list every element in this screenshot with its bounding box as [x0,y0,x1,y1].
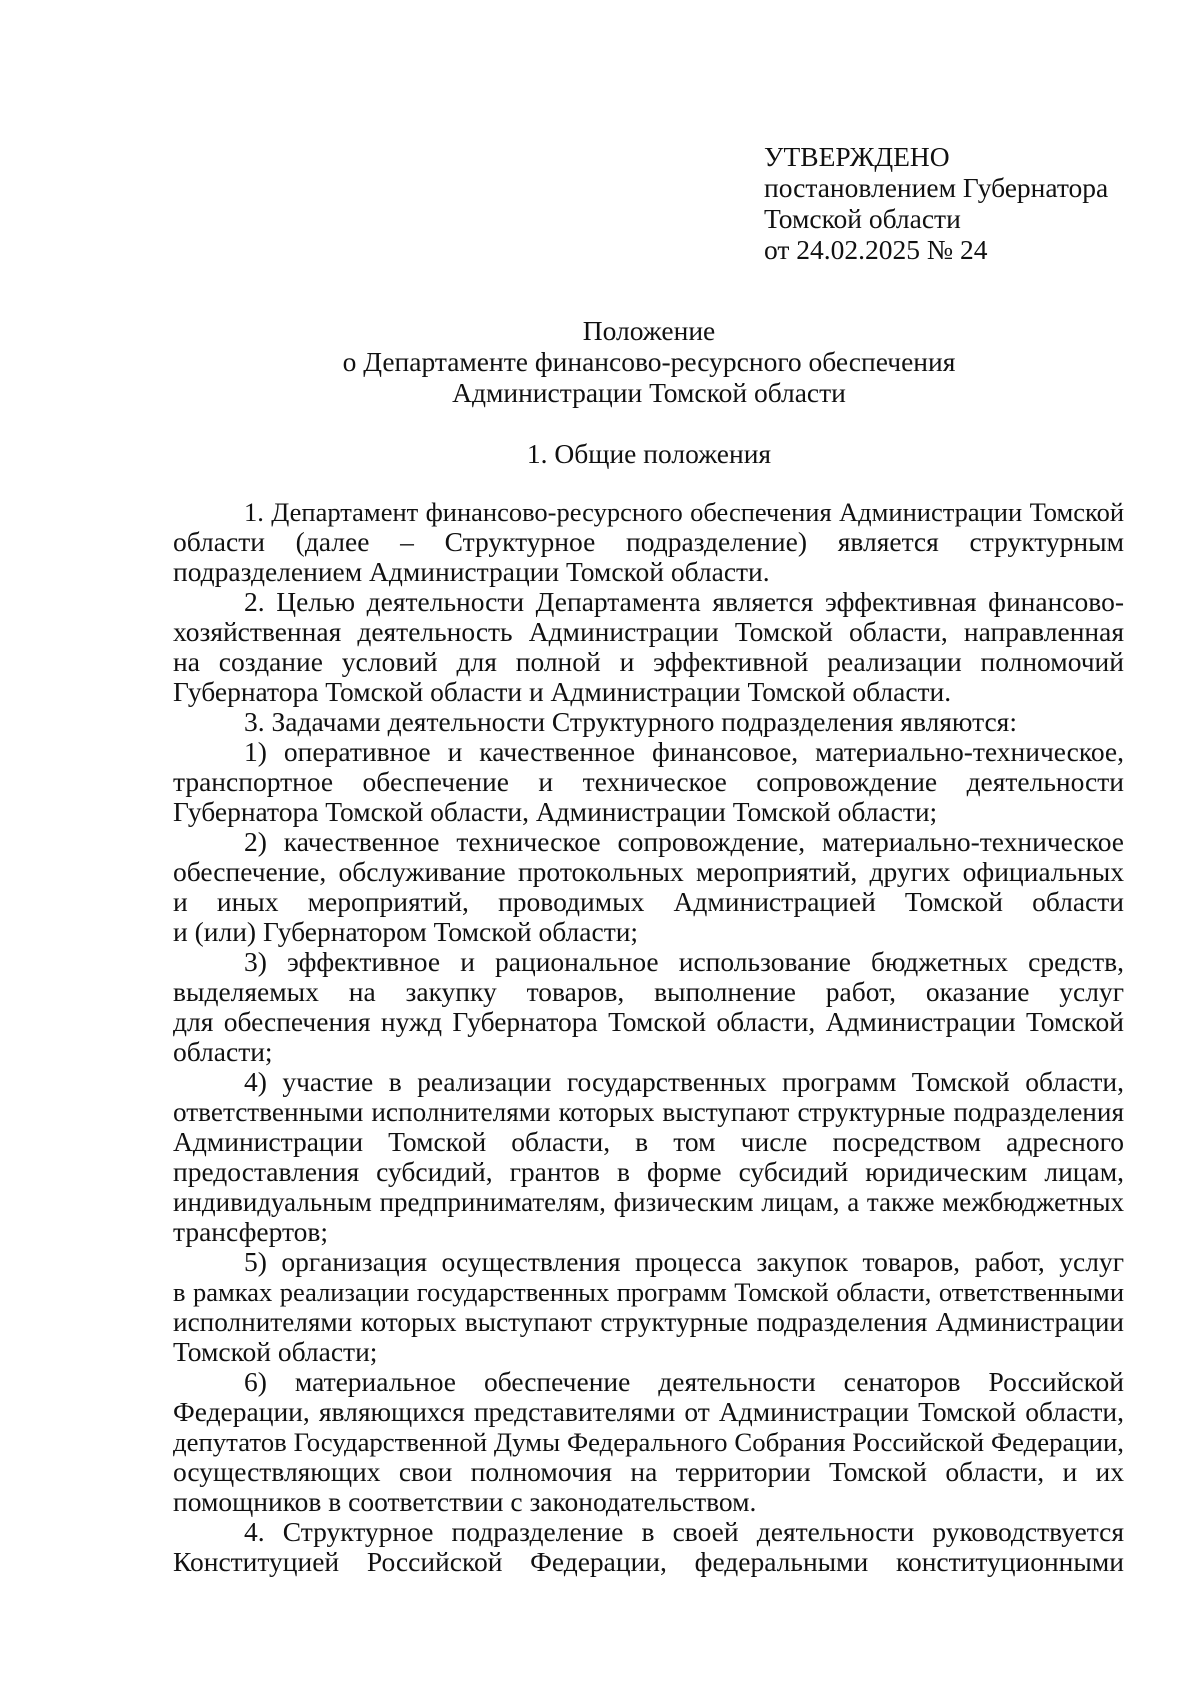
body-line: Администрации Томской области, в том числе посредством адресного [173,1126,1124,1157]
body-line: исполнителями которых выступают структурные подразделения Администрации [173,1307,1124,1337]
body-line: на создание условий для полной и эффективной реализации полномочий [173,646,1124,677]
document-title [0,316,1200,409]
document-body [173,497,1124,1577]
section-heading: 1. Общие положения [526,438,772,469]
title-line: о Департаменте финансово-ресурсного обеспечения [342,346,956,377]
title-line: Положение [582,315,716,346]
body-line: и иных мероприятий, проводимых Администрацией Томской области [173,886,1124,917]
body-line: транспортное обеспечение и техническое сопровождение деятельности [173,766,1124,797]
body-line: 3) эффективное и рациональное использование бюджетных средств, [244,946,1124,977]
body-line: предоставления субсидий, грантов в форме субсидий юридическим лицам, [173,1156,1124,1187]
body-line: в рамках реализации государственных программ Томской области, ответственными [173,1277,1124,1307]
body-line: помощников в соответствии с законодательством. [173,1486,757,1517]
body-line: 1) оперативное и качественное финансовое, материально-техническое, [244,736,1124,767]
body-line: и (или) Губернатором Томской области; [173,916,639,947]
title-line: Администрации Томской области [452,377,846,408]
body-line: Федерации, являющихся представителями от Администрации Томской области, [173,1396,1124,1427]
body-line: 4. Структурное подразделение в своей деятельности руководствуется [244,1516,1124,1547]
body-line: 4) участие в реализации государственных программ Томской области, [244,1066,1124,1097]
body-line: 1. Департамент финансово-ресурсного обеспечения Администрации Томской [244,497,1124,527]
body-line: Конституцией Российской Федерации, федеральными конституционными [173,1546,1124,1577]
body-line: Губернатора Томской области и Администрации Томской области. [173,676,952,707]
approval-act: постановлением Губернатора [764,172,1109,203]
approval-date-number: от 24.02.2025 № 24 [764,234,988,265]
approval-region: Томской области [764,203,961,234]
body-line: области; [173,1036,273,1067]
body-line: 2. Целью деятельности Департамента является эффективная финансово- [244,586,1124,617]
approval-heading: УТВЕРЖДЕНО [764,141,950,172]
body-line: Губернатора Томской области, Администрации Томской области; [173,796,938,827]
body-line: осуществляющих свои полномочия на территории Томской области, и их [173,1456,1124,1487]
body-line: обеспечение, обслуживание протокольных мероприятий, других официальных [173,856,1124,887]
body-line: 6) материальное обеспечение деятельности сенаторов Российской [244,1366,1124,1397]
body-line: подразделением Администрации Томской области. [173,556,770,587]
body-line: 3. Задачами деятельности Структурного подразделения являются: [244,706,1017,737]
body-line: 2) качественное техническое сопровождение, материально-техническое [244,826,1124,857]
body-line: выделяемых на закупку товаров, выполнение работ, оказание услуг [173,976,1124,1007]
body-line: 5) организация осуществления процесса закупок товаров, работ, услуг [244,1246,1124,1277]
body-line: трансфертов; [173,1216,329,1247]
body-line: Томской области; [173,1336,378,1367]
body-line: области (далее – Структурное подразделение) является структурным [173,526,1124,557]
body-line: ответственными исполнителями которых выступают структурные подразделения [173,1097,1124,1127]
body-line: хозяйственная деятельность Администрации Томской области, направленная [173,616,1124,647]
approval-stamp [764,142,1124,266]
body-line: для обеспечения нужд Губернатора Томской области, Администрации Томской [173,1006,1124,1037]
body-line: индивидуальным предпринимателям, физическим лицам, а также межбюджетных [173,1187,1124,1217]
body-line: депутатов Государственной Думы Федерального Собрания Российской Федерации, [173,1427,1124,1457]
